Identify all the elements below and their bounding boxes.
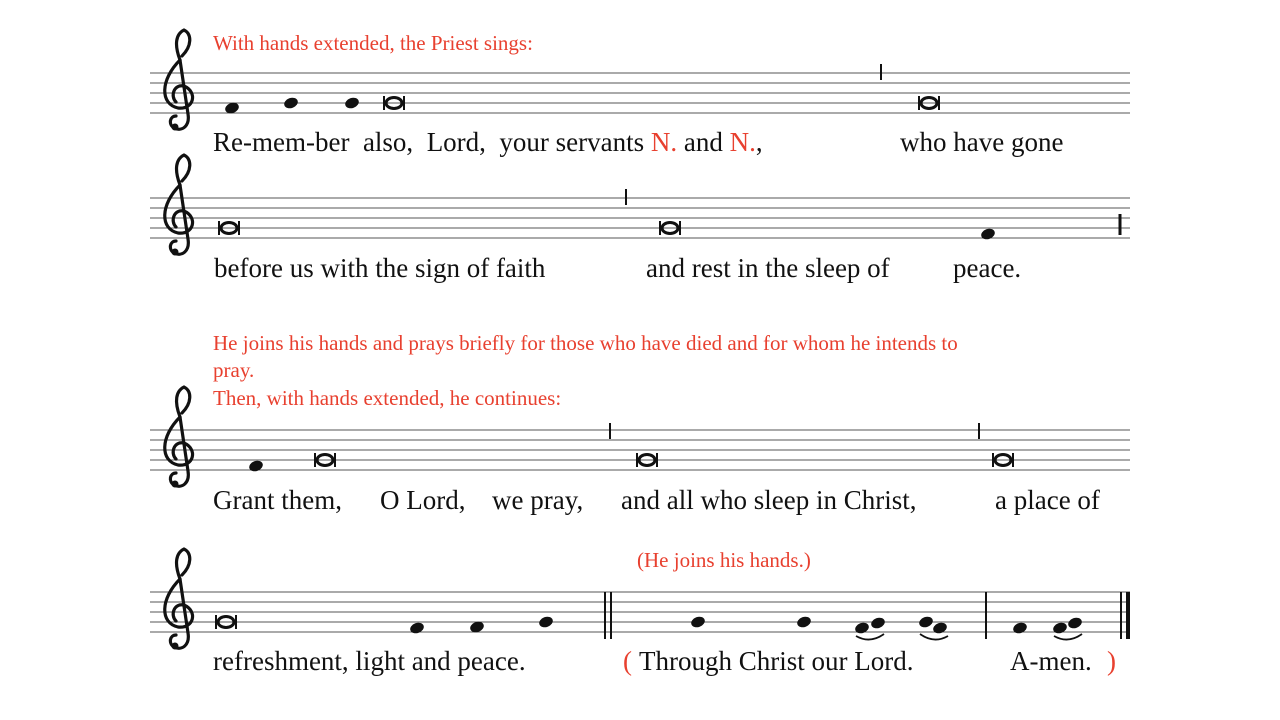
lyric-punctuation: , bbox=[755, 127, 763, 157]
staff-2 bbox=[150, 155, 1130, 256]
lyric-line-1-end: who have gone bbox=[900, 127, 1064, 157]
treble-clef-icon bbox=[165, 549, 193, 650]
lyric-line-2b: and rest in the sleep of bbox=[646, 253, 890, 283]
rubric-joins-hands-line2: pray. bbox=[213, 358, 255, 382]
lyric-line-1 bbox=[213, 127, 763, 158]
lyric-line-2c: peace. bbox=[953, 253, 1022, 283]
open-paren: ( bbox=[623, 646, 632, 676]
rubric-he-joins-his-hands: (He joins his hands.) bbox=[637, 548, 811, 572]
staff-1 bbox=[150, 30, 1130, 131]
lyric-word: and bbox=[683, 127, 723, 157]
lyric-line-3c: we pray, bbox=[492, 485, 584, 515]
staff-3 bbox=[150, 387, 1130, 488]
treble-clef-icon bbox=[165, 30, 193, 131]
rubric-continues: Then, with hands extended, he continues: bbox=[213, 386, 562, 410]
lyric-word: Lord, bbox=[426, 127, 486, 157]
lyric-line-3e: a place of bbox=[995, 485, 1100, 515]
lyric-line-4a: refreshment, light and peace. bbox=[213, 646, 526, 676]
lyric-line-3b: O Lord, bbox=[380, 485, 466, 515]
rubric-joins-hands-line1: He joins his hands and prays briefly for those who have died and for whom he intends to bbox=[213, 331, 958, 355]
name-placeholder: N. bbox=[729, 127, 756, 157]
name-placeholder: N. bbox=[650, 127, 678, 157]
staff-4 bbox=[150, 549, 1130, 650]
lyric-word: your servants bbox=[499, 127, 645, 157]
treble-clef-icon bbox=[165, 387, 193, 488]
close-paren: ) bbox=[1107, 646, 1116, 676]
lyric-line-3d: and all who sleep in Christ, bbox=[621, 485, 917, 515]
lyric-line-4b: Through Christ our Lord. bbox=[639, 646, 914, 676]
treble-clef-icon bbox=[165, 155, 193, 256]
lyric-amen: A-men. bbox=[1010, 646, 1092, 676]
lyric-word: also, bbox=[362, 127, 414, 157]
lyric-word: Re-mem-ber bbox=[213, 127, 350, 157]
lyric-line-3a: Grant them, bbox=[213, 485, 342, 515]
rubric-priest-sings: With hands extended, the Priest sings: bbox=[213, 31, 533, 55]
lyric-line-2a: before us with the sign of faith bbox=[214, 253, 546, 283]
